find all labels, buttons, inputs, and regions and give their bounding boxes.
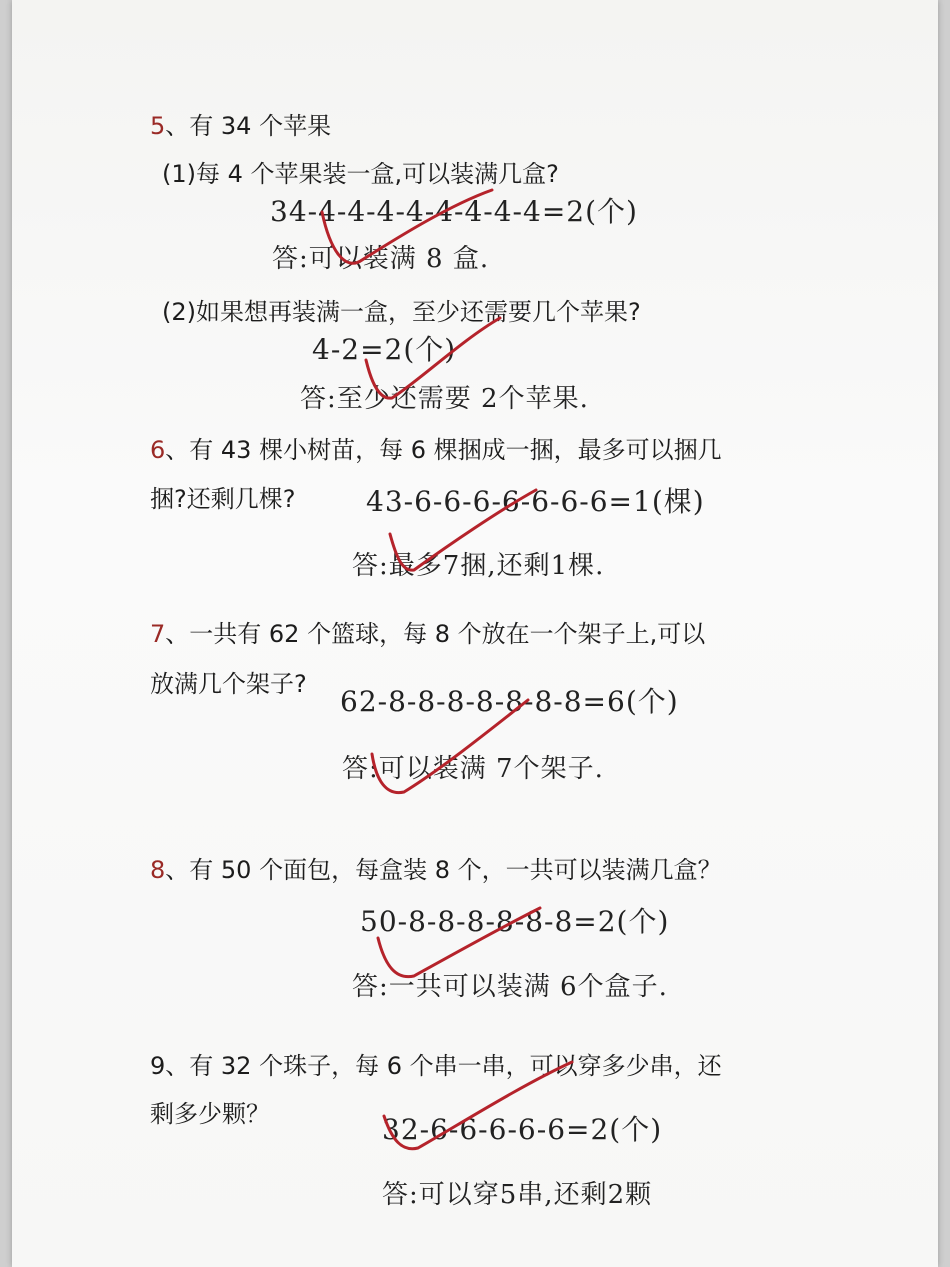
problem-9-line-2: 剩多少颗？ — [150, 1100, 270, 1128]
problem-7-line-1 — [150, 612, 705, 656]
problem-8-work: 50-8-8-8-8-8-8=2(个) — [360, 905, 670, 938]
problem-7-work: 62-8-8-8-8-8-8-8=6(个) — [340, 685, 679, 718]
problem-9-work: 32-6-6-6-6-6=2(个) — [382, 1113, 663, 1146]
problem-number: 9 — [150, 1052, 166, 1080]
problem-number: 7 — [150, 620, 166, 648]
problem-text: 、有 50 个面包，每盒装 8 个，一共可以装满几盒？ — [165, 856, 722, 884]
problem-5-part-1-question: (1)每 4 个苹果装一盒,可以装满几盒? — [162, 160, 559, 188]
problem-text: 、有 32 个珠子，每 6 个串一串，可以穿多少串，还 — [165, 1052, 722, 1080]
problem-9-line-1 — [150, 1044, 722, 1088]
problem-6-line-1 — [150, 428, 722, 472]
problem-6-answer: 答:最多7捆,还剩1棵. — [352, 551, 605, 581]
problem-text: 、有 43 棵小树苗，每 6 棵捆成一捆，最多可以捆几 — [165, 436, 722, 464]
problem-5-title — [150, 104, 331, 148]
problem-number: 5 — [150, 112, 166, 140]
problem-9-answer: 答:可以穿5串,还剩2颗 — [382, 1180, 653, 1210]
problem-8-answer: 答:一共可以装满 6个盒子. — [352, 972, 668, 1002]
problem-8-line-1 — [150, 848, 722, 892]
problem-6-work: 43-6-6-6-6-6-6-6=1(棵) — [366, 485, 705, 518]
problem-text: 、一共有 62 个篮球，每 8 个放在一个架子上,可以 — [165, 620, 706, 648]
problem-5-part-2-question: (2)如果想再装满一盒，至少还需要几个苹果? — [162, 298, 641, 326]
problem-5-part-2-answer: 答:至少还需要 2个苹果. — [300, 384, 589, 414]
problem-7-answer: 答:可以装满 7个架子. — [342, 754, 604, 784]
problem-5-part-1-work: 34-4-4-4-4-4-4-4-4=2(个) — [270, 195, 638, 228]
problem-7-line-2: 放满几个架子? — [150, 670, 307, 698]
problem-5-part-1-answer: 答:可以装满 8 盒. — [272, 244, 490, 274]
problem-6-line-2: 捆?还剩几棵? — [150, 485, 296, 513]
problem-5-part-2-work: 4-2=2(个) — [312, 333, 457, 366]
problem-number: 8 — [150, 856, 166, 884]
problem-text: 、有 34 个苹果 — [165, 112, 332, 140]
problem-number: 6 — [150, 436, 166, 464]
